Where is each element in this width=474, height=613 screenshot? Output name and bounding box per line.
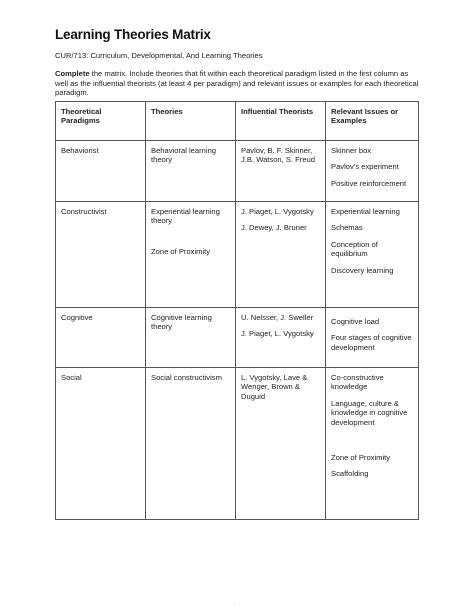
- theory-item: Social constructivism: [151, 373, 222, 382]
- example-item: Positive reinforcement: [331, 178, 407, 188]
- theorist-item: L. Vygotsky, Lave & Wenger, Brown & Duguid: [241, 373, 308, 401]
- header-examples: Relevant Issues or Examples: [326, 102, 419, 141]
- theorist-item: J. Piaget, L. Vygotsky: [241, 329, 314, 339]
- header-theorists: Influential Theorists: [236, 102, 326, 141]
- example-item: Scaffolding: [331, 469, 369, 479]
- table-row: [56, 202, 419, 308]
- paradigm-label: Social: [61, 373, 82, 382]
- example-item: Experiential learning: [331, 207, 400, 216]
- table-row: [56, 141, 419, 202]
- table-header-row: [56, 102, 419, 141]
- example-item: Schemas: [331, 223, 363, 233]
- theories-cell: [146, 308, 236, 368]
- learning-theories-table: [55, 101, 419, 520]
- theories-cell: [146, 368, 236, 520]
- theorists-cell: [236, 368, 326, 520]
- theorist-item: J. Dewey, J. Bruner: [241, 223, 307, 233]
- paradigm-label: Cognitive: [61, 313, 93, 322]
- theorists-cell: [236, 141, 326, 202]
- example-item: Zone of Proximity: [331, 453, 391, 463]
- theorists-cell: [236, 308, 326, 368]
- paradigm-cell: [56, 202, 146, 308]
- theorist-item: Pavlov, B. F. Skinner, J.B. Watson, S. Freud: [241, 146, 315, 165]
- instructions-text: the matrix. Include theories that fit within each theoretical paradigm listed in the first column as well as the influential theorists (at least 4 per paradigm) and relevant issues or examples for each theoretical paradigm.: [55, 69, 419, 98]
- paradigm-cell: [56, 368, 146, 520]
- example-item: Co-constructive knowledge: [331, 373, 384, 392]
- header-theories: Theories: [146, 102, 236, 141]
- theorists-cell: [236, 202, 326, 308]
- example-item: Language, culture & knowledge in cognitive development: [331, 398, 408, 427]
- example-item: Pavlov’s experiment: [331, 162, 399, 172]
- page-mark: .: [234, 601, 236, 607]
- table-row: [56, 308, 419, 368]
- course-line: CUR/713: Curriculum, Developmental, And Learning Theories: [55, 51, 263, 60]
- table-row: [56, 368, 419, 520]
- example-item: Discovery learning: [331, 265, 394, 275]
- theorist-item: U. Nelsser, J. Sweller: [241, 313, 314, 322]
- theory-item: Cognitive learning theory: [151, 313, 212, 332]
- example-item: Four stages of cognitive development: [331, 333, 412, 352]
- examples-cell: [326, 141, 419, 202]
- examples-cell: [326, 202, 419, 308]
- example-item: Skinner box: [331, 146, 372, 155]
- document-title: Learning Theories Matrix: [55, 27, 211, 42]
- paradigm-label: Constructivist: [61, 207, 107, 216]
- header-paradigms: Theoretical Paradigms: [56, 102, 146, 141]
- theory-item: Experiential learning theory: [151, 207, 220, 226]
- theorist-item: J. Piaget, L. Vygotsky: [241, 207, 314, 216]
- paradigm-label: Behaviorist: [61, 146, 99, 155]
- theories-cell: [146, 202, 236, 308]
- instructions: [55, 69, 423, 98]
- paradigm-cell: [56, 308, 146, 368]
- example-item: Cognitive load: [331, 317, 380, 326]
- theory-item: Zone of Proximity: [151, 246, 211, 256]
- examples-cell: [326, 308, 419, 368]
- instructions-keyword: Complete: [55, 69, 90, 78]
- paradigm-cell: [56, 141, 146, 202]
- examples-cell: [326, 368, 419, 520]
- example-item: Conception of equilibrium: [331, 239, 378, 259]
- theory-item: Behavioral learning theory: [151, 146, 217, 165]
- theories-cell: [146, 141, 236, 202]
